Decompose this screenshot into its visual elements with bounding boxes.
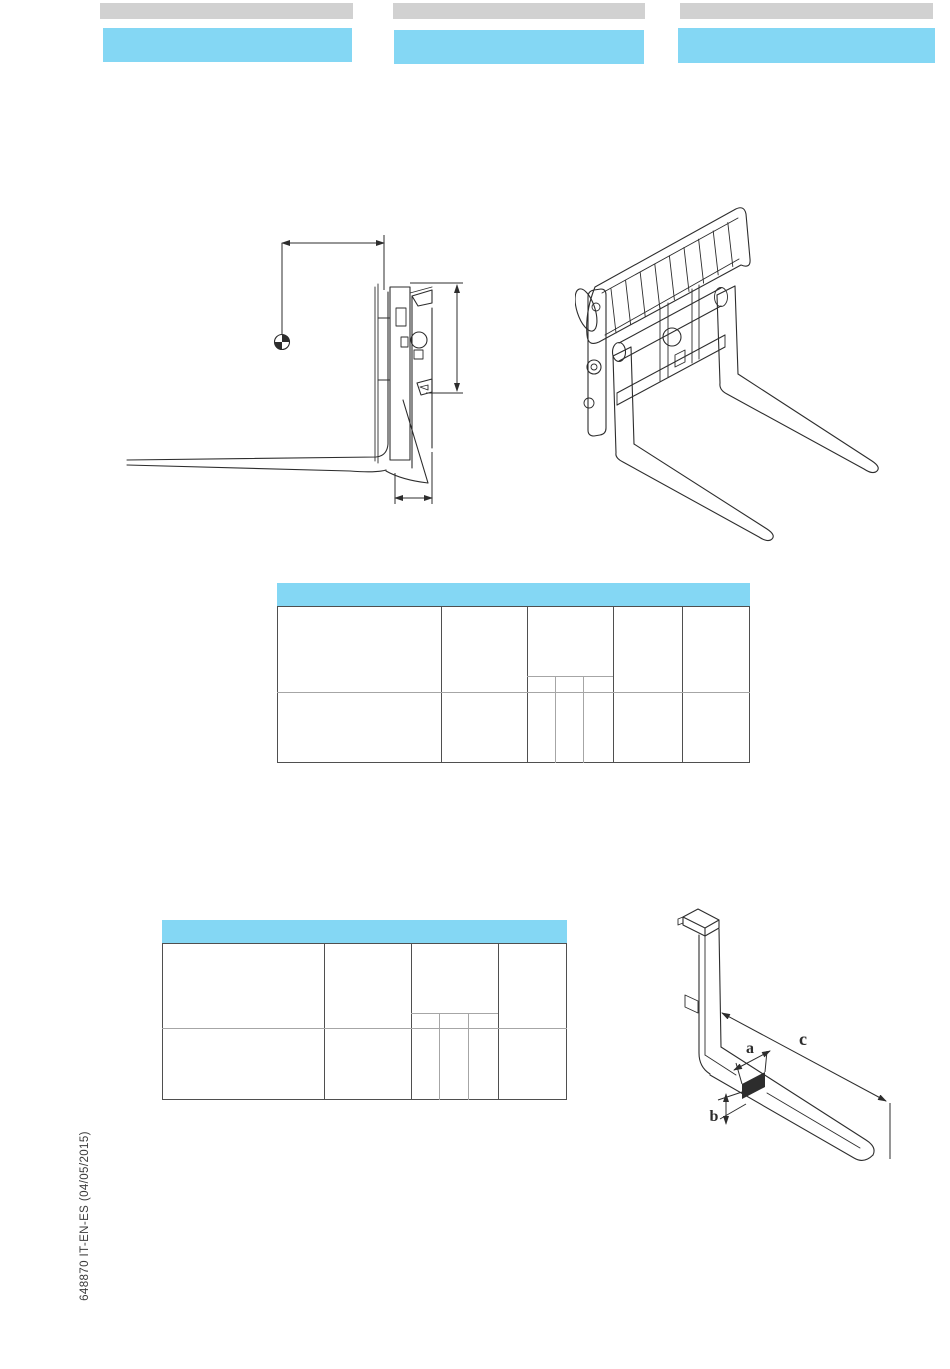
grid-line [162,943,163,1100]
header-gray-bar-1 [100,3,353,19]
hanger-plate [575,286,606,436]
carriage-profile [375,284,432,463]
grid-line [162,943,567,944]
table-header-band [277,583,750,606]
grid-line [277,762,750,763]
document-code-vertical: 648870 IT-EN-ES (04/05/2015) [79,1131,91,1301]
grid-line [566,943,567,1100]
grid-line [324,943,325,1100]
grid-line [583,676,584,763]
grid-line [749,606,750,763]
load-center-dimension [282,235,384,334]
table-header-band [162,920,567,943]
grid-line [411,943,412,1100]
grid-line [162,1099,567,1100]
grid-line [441,606,442,763]
grid-line [439,1013,440,1100]
blade-cross-section [742,1072,765,1099]
grid-line [527,606,528,763]
header-gray-bar-3 [680,3,933,19]
dimension-b [710,1092,746,1125]
fork-dimension-diagram [670,895,950,1175]
dimension-label-b: b [709,1108,719,1125]
grid-line [613,606,614,763]
grid-line [411,1013,498,1014]
grid-line [682,606,683,763]
fork-profile [127,292,432,483]
center-of-gravity-icon [275,335,290,350]
header-title-bar-2 [394,30,644,64]
dimension-label-a: a [746,1040,754,1057]
header-title-bar-3 [678,28,935,63]
grid-line [498,943,499,1100]
grid-line [527,676,613,677]
grid-line [555,676,556,763]
header-gray-bar-2 [393,3,645,19]
spec-table-secondary [162,920,567,1100]
carriage-height-dimension [410,283,463,393]
grid-line [277,606,278,763]
fork-side-view-drawing [110,230,470,515]
dimension-label-c: c [799,1029,807,1049]
grid-line [468,1013,469,1100]
spec-table-primary [277,583,750,763]
fork-assembly-isometric-drawing [575,185,895,555]
grid-line [277,606,750,607]
header-title-bar-1 [103,28,352,62]
grid-line [277,692,750,693]
grid-line [162,1028,567,1029]
fork-tine-outline [678,909,874,1160]
